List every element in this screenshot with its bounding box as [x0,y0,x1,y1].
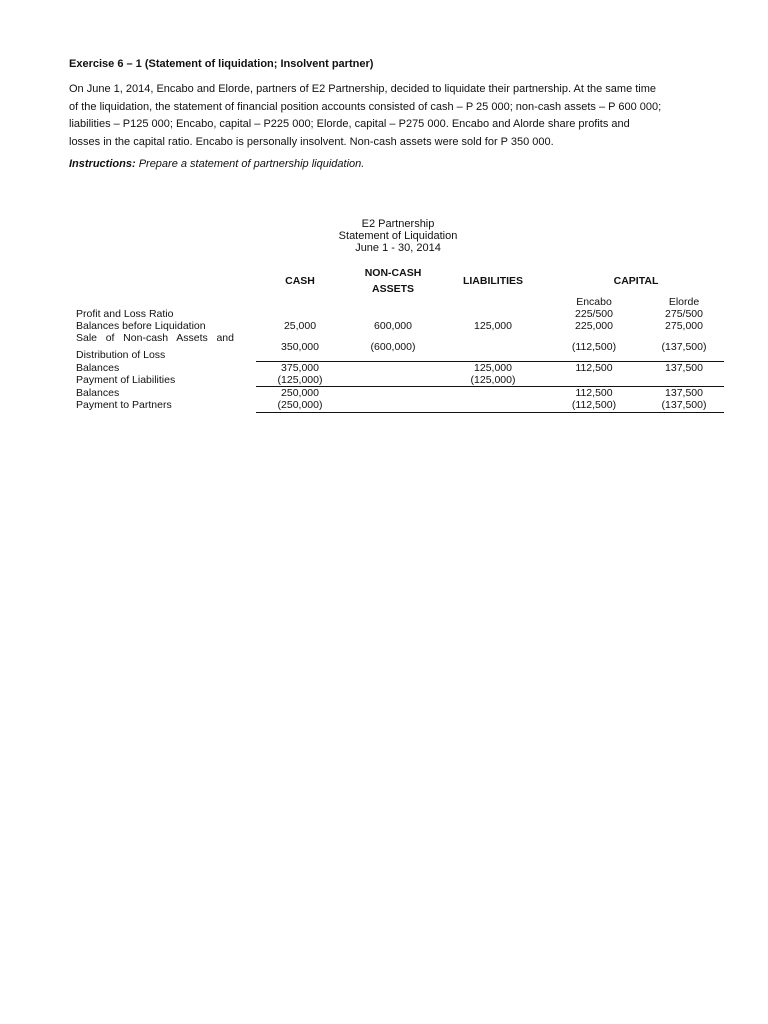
header-cash: CASH [285,275,315,287]
cell-encabo: (112,500) [571,341,617,353]
instructions [69,158,364,170]
cell-elorde: 137,500 [665,387,703,399]
cell-liabilities: 125,000 [474,362,512,374]
header-noncash-line2: ASSETS [371,283,414,295]
row-label: Profit and Loss Ratio [76,308,174,320]
problem-paragraph [69,81,697,151]
row-label-continued: Distribution of Loss [76,349,166,361]
cell-elorde: (137,500) [661,399,707,411]
exercise-title: Exercise 6 – 1 (Statement of liquidation; Insolvent partner) [69,58,374,70]
paragraph-line: On June 1, 2014, Encabo and Elorde, partners of E2 Partnership, decided to liquidate their partnership. At the same time [69,83,657,95]
header-elorde: Elorde [668,296,700,308]
cell-liabilities: 125,000 [474,320,512,332]
cell-encabo: 112,500 [575,362,613,374]
statement-period: June 1 - 30, 2014 [355,242,441,254]
cell-noncash: (600,000) [370,341,416,353]
cell-encabo: 225,000 [575,320,613,332]
cell-encabo: 112,500 [575,387,613,399]
cell-encabo: (112,500) [571,399,617,411]
cell-cash: (250,000) [277,399,323,411]
row-label: Payment to Partners [76,399,172,411]
cell-cash: 375,000 [281,362,319,374]
row-label: Sale of Non-cash Assets and [76,332,234,344]
paragraph-line: of the liquidation, the statement of financial position accounts consisted of cash – P 25 000; non-cash assets – P 600 000; [69,100,662,113]
row-label: Payment of Liabilities [76,374,176,386]
company-name: E2 Partnership [361,218,435,230]
cell-elorde: 275/500 [665,308,703,320]
paragraph-line: liabilities – P125 000; Encabo, capital – P225 000; Elorde, capital – P275 000. Encabo and Alorde share profits and [69,118,630,130]
cell-encabo: 225/500 [575,308,613,320]
cell-elorde: 137,500 [665,362,703,374]
header-encabo: Encabo [576,296,612,308]
row-label: Balances before Liquidation [76,320,206,332]
header-noncash-line1: NON-CASH [364,267,422,279]
cell-elorde: 275,000 [665,320,703,332]
paragraph-line: losses in the capital ratio. Encabo is personally insolvent. Non-cash assets were sold for P 350 000. [69,135,554,148]
cell-cash: 250,000 [281,387,319,399]
row-label: Balances [76,362,120,374]
final-rule [256,412,724,413]
cell-cash: 25,000 [283,320,317,332]
cell-liabilities: (125,000) [470,374,516,386]
cell-cash: (125,000) [277,374,323,386]
row-label: Balances [76,387,120,399]
header-liabilities: LIABILITIES [462,275,524,287]
cell-cash: 350,000 [281,341,319,353]
header-capital: CAPITAL [613,275,659,287]
cell-noncash: 600,000 [374,320,412,332]
statement-name: Statement of Liquidation [338,230,458,242]
instructions-text: Prepare a statement of partnership liquidation. [138,158,365,170]
instructions-label: Instructions: [69,158,136,170]
cell-elorde: (137,500) [661,341,707,353]
